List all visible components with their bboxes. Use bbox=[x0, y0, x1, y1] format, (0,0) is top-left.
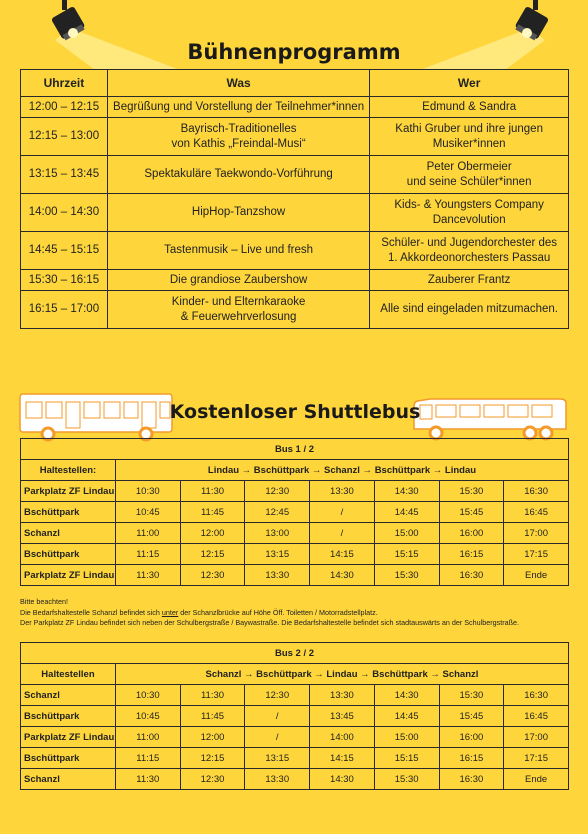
header-what: Was bbox=[107, 70, 369, 97]
departure-time: 16:30 bbox=[439, 565, 504, 586]
stop-name: Schanzl bbox=[21, 769, 116, 790]
departure-time: / bbox=[245, 727, 310, 748]
departure-time: 13:30 bbox=[245, 769, 310, 790]
stage-who-line: 1. Akkordeonorchesters Passau bbox=[387, 251, 551, 264]
stage-program-title: Bühnenprogramm bbox=[187, 40, 401, 64]
departure-time: 10:30 bbox=[115, 481, 180, 502]
stage-what-line: Spektakuläre Taekwondo-Vorführung bbox=[144, 168, 333, 180]
timetable-row bbox=[21, 748, 569, 769]
stage-row bbox=[21, 118, 569, 156]
departure-time: 16:30 bbox=[504, 481, 569, 502]
bus-1-timetable bbox=[20, 438, 569, 586]
bus-left-icon bbox=[18, 390, 178, 442]
departure-time: 17:15 bbox=[504, 544, 569, 565]
stop-name: Parkplatz ZF Lindau bbox=[21, 727, 116, 748]
departure-time: 16:15 bbox=[439, 748, 504, 769]
departure-time: 12:15 bbox=[180, 544, 245, 565]
departure-time: 12:15 bbox=[180, 748, 245, 769]
departure-time: 12:00 bbox=[180, 727, 245, 748]
departure-time: / bbox=[310, 523, 375, 544]
timetable-row bbox=[21, 769, 569, 790]
stage-what bbox=[107, 232, 369, 270]
stage-who-line: Alle sind eingeladen mitzumachen. bbox=[380, 303, 558, 315]
stage-time: 14:45 – 15:15 bbox=[21, 232, 108, 270]
stage-who-line: Kathi Gruber und ihre jungen bbox=[395, 122, 543, 135]
departure-time: 14:30 bbox=[310, 769, 375, 790]
departure-time: / bbox=[245, 706, 310, 727]
stage-what-line: Tastenmusik – Live und fresh bbox=[164, 244, 314, 256]
stage-what-line: Begrüßung und Vorstellung der Teilnehmer*innen bbox=[113, 100, 365, 113]
stage-time: 15:30 – 16:15 bbox=[21, 270, 108, 291]
stage-what bbox=[107, 194, 369, 232]
departure-time: 14:45 bbox=[374, 502, 439, 523]
stage-who-line: Schüler- und Jugendorchester des bbox=[381, 236, 558, 249]
stage-who-line: und seine Schüler*innen bbox=[406, 175, 532, 188]
stop-name: Schanzl bbox=[21, 523, 116, 544]
stage-who bbox=[370, 97, 569, 118]
departure-time: 15:30 bbox=[439, 685, 504, 706]
departure-time: 11:15 bbox=[115, 544, 180, 565]
departure-time: 15:15 bbox=[374, 748, 439, 769]
timetable-row bbox=[21, 481, 569, 502]
departure-time: 10:45 bbox=[115, 502, 180, 523]
bus-1-route: Lindau → Bschüttpark → Schanzl → Bschüttpark → Lindau bbox=[115, 460, 568, 481]
stage-what bbox=[107, 291, 369, 329]
stage-who-line: Zauberer Frantz bbox=[427, 273, 511, 286]
shuttle-bus-title: Kostenloser Shuttlebus bbox=[169, 401, 421, 423]
timetable-row bbox=[21, 523, 569, 544]
stop-name: Parkplatz ZF Lindau bbox=[21, 565, 116, 586]
timetable-row bbox=[21, 544, 569, 565]
departure-time: 15:00 bbox=[374, 727, 439, 748]
timetable-row bbox=[21, 502, 569, 523]
departure-time: 13:30 bbox=[310, 481, 375, 502]
departure-time: / bbox=[310, 502, 375, 523]
departure-time: 11:30 bbox=[180, 685, 245, 706]
stage-row bbox=[21, 194, 569, 232]
departure-time: Ende bbox=[504, 565, 569, 586]
stage-what-line: Bayrisch-Traditionelles bbox=[180, 122, 297, 135]
departure-time: 16:00 bbox=[439, 727, 504, 748]
departure-time: 13:30 bbox=[245, 565, 310, 586]
bus-1-stops-label: Haltestellen: bbox=[21, 460, 116, 481]
departure-time: 12:00 bbox=[180, 523, 245, 544]
departure-time: 17:15 bbox=[504, 748, 569, 769]
departure-time: 14:00 bbox=[310, 727, 375, 748]
bus-2-stops-label: Haltestellen bbox=[21, 664, 116, 685]
stage-time: 12:15 – 13:00 bbox=[21, 118, 108, 156]
departure-time: 13:15 bbox=[245, 544, 310, 565]
departure-time: 15:15 bbox=[374, 544, 439, 565]
departure-time: 17:00 bbox=[504, 523, 569, 544]
stage-time: 14:00 – 14:30 bbox=[21, 194, 108, 232]
departure-time: 11:15 bbox=[115, 748, 180, 769]
stop-name: Bschüttpark bbox=[21, 502, 116, 523]
departure-time: 11:45 bbox=[180, 502, 245, 523]
note-line-3: Der Parkplatz ZF Lindau befindet sich neben der Schulbergstraße / Baywastraße. Die Bedarfshaltestelle befindet sich stadtauswärts an der Schulbergstraße. bbox=[20, 618, 519, 627]
departure-time: 12:30 bbox=[180, 769, 245, 790]
departure-time: 10:30 bbox=[115, 685, 180, 706]
stage-row bbox=[21, 270, 569, 291]
departure-time: 11:30 bbox=[115, 769, 180, 790]
bus-1-title: Bus 1 / 2 bbox=[21, 439, 569, 460]
stage-what bbox=[107, 270, 369, 291]
stage-row bbox=[21, 291, 569, 329]
stage-time: 13:15 – 13:45 bbox=[21, 156, 108, 194]
stage-who bbox=[370, 194, 569, 232]
timetable-row bbox=[21, 685, 569, 706]
stage-what bbox=[107, 118, 369, 156]
stage-what-line: Die grandiose Zaubershow bbox=[169, 273, 308, 286]
stage-time: 16:15 – 17:00 bbox=[21, 291, 108, 329]
stage-who bbox=[370, 118, 569, 156]
stage-what-line: HipHop-Tanzshow bbox=[191, 206, 286, 218]
stage-what bbox=[107, 156, 369, 194]
departure-time: Ende bbox=[504, 769, 569, 790]
stage-who-line: Kids- & Youngsters Company bbox=[394, 198, 544, 211]
stage-program-table bbox=[20, 69, 569, 329]
stage-who-line: Peter Obermeier bbox=[426, 160, 512, 173]
departure-time: 13:15 bbox=[245, 748, 310, 769]
departure-time: 14:45 bbox=[374, 706, 439, 727]
stage-who bbox=[370, 232, 569, 270]
stop-name: Parkplatz ZF Lindau bbox=[21, 481, 116, 502]
departure-time: 16:45 bbox=[504, 502, 569, 523]
bus-2-route: Schanzl → Bschüttpark → Lindau → Bschüttpark → Schanzl bbox=[115, 664, 568, 685]
stage-what bbox=[107, 97, 369, 118]
stage-who-line: Dancevolution bbox=[432, 213, 506, 226]
departure-time: 11:30 bbox=[115, 565, 180, 586]
departure-time: 11:00 bbox=[115, 523, 180, 544]
departure-time: 12:30 bbox=[245, 685, 310, 706]
departure-time: 16:00 bbox=[439, 523, 504, 544]
stage-what-line: von Kathis „Freindal-Musi“ bbox=[171, 137, 306, 150]
departure-time: 13:30 bbox=[310, 685, 375, 706]
stage-who bbox=[370, 291, 569, 329]
departure-time: 16:30 bbox=[504, 685, 569, 706]
departure-time: 15:45 bbox=[439, 502, 504, 523]
departure-time: 14:30 bbox=[374, 481, 439, 502]
stage-who-line: Musiker*innen bbox=[432, 137, 506, 150]
departure-time: 14:30 bbox=[310, 565, 375, 586]
departure-time: 15:30 bbox=[374, 565, 439, 586]
timetable-row bbox=[21, 727, 569, 748]
departure-time: 16:30 bbox=[439, 769, 504, 790]
notes bbox=[20, 597, 580, 629]
departure-time: 16:45 bbox=[504, 706, 569, 727]
departure-time: 14:15 bbox=[310, 748, 375, 769]
stage-row bbox=[21, 156, 569, 194]
departure-time: 14:30 bbox=[374, 685, 439, 706]
stage-who-line: Edmund & Sandra bbox=[422, 100, 517, 113]
departure-time: 15:45 bbox=[439, 706, 504, 727]
departure-time: 14:15 bbox=[310, 544, 375, 565]
stop-name: Bschüttpark bbox=[21, 706, 116, 727]
bus-2-timetable bbox=[20, 642, 569, 790]
stage-row bbox=[21, 97, 569, 118]
departure-time: 12:45 bbox=[245, 502, 310, 523]
departure-time: 13:45 bbox=[310, 706, 375, 727]
header-who: Wer bbox=[370, 70, 569, 97]
stage-who bbox=[370, 270, 569, 291]
stage-what-line: & Feuerwehrverlosung bbox=[180, 310, 297, 323]
departure-time: 12:30 bbox=[245, 481, 310, 502]
stage-row bbox=[21, 232, 569, 270]
departure-time: 11:30 bbox=[180, 481, 245, 502]
stop-name: Bschüttpark bbox=[21, 748, 116, 769]
timetable-row bbox=[21, 565, 569, 586]
departure-time: 15:00 bbox=[374, 523, 439, 544]
timetable-row bbox=[21, 706, 569, 727]
header-time: Uhrzeit bbox=[21, 70, 108, 97]
stop-name: Bschüttpark bbox=[21, 544, 116, 565]
stage-who bbox=[370, 156, 569, 194]
departure-time: 15:30 bbox=[439, 481, 504, 502]
departure-time: 16:15 bbox=[439, 544, 504, 565]
bus-2-title: Bus 2 / 2 bbox=[21, 643, 569, 664]
stage-what-line: Kinder- und Elternkaraoke bbox=[171, 295, 306, 308]
departure-time: 11:45 bbox=[180, 706, 245, 727]
departure-time: 10:45 bbox=[115, 706, 180, 727]
stop-name: Schanzl bbox=[21, 685, 116, 706]
departure-time: 17:00 bbox=[504, 727, 569, 748]
departure-time: 15:30 bbox=[374, 769, 439, 790]
note-line-2: Die Bedarfshaltestelle Schanzl befindet sich unter der Schanzlbrücke auf Höhe Öff. Toiletten / Motorradstellplatz. bbox=[20, 607, 378, 617]
note-line-1: Bitte beachten! bbox=[20, 597, 68, 606]
departure-time: 11:00 bbox=[115, 727, 180, 748]
departure-time: 13:00 bbox=[245, 523, 310, 544]
departure-time: 12:30 bbox=[180, 565, 245, 586]
stage-time: 12:00 – 12:15 bbox=[21, 97, 108, 118]
